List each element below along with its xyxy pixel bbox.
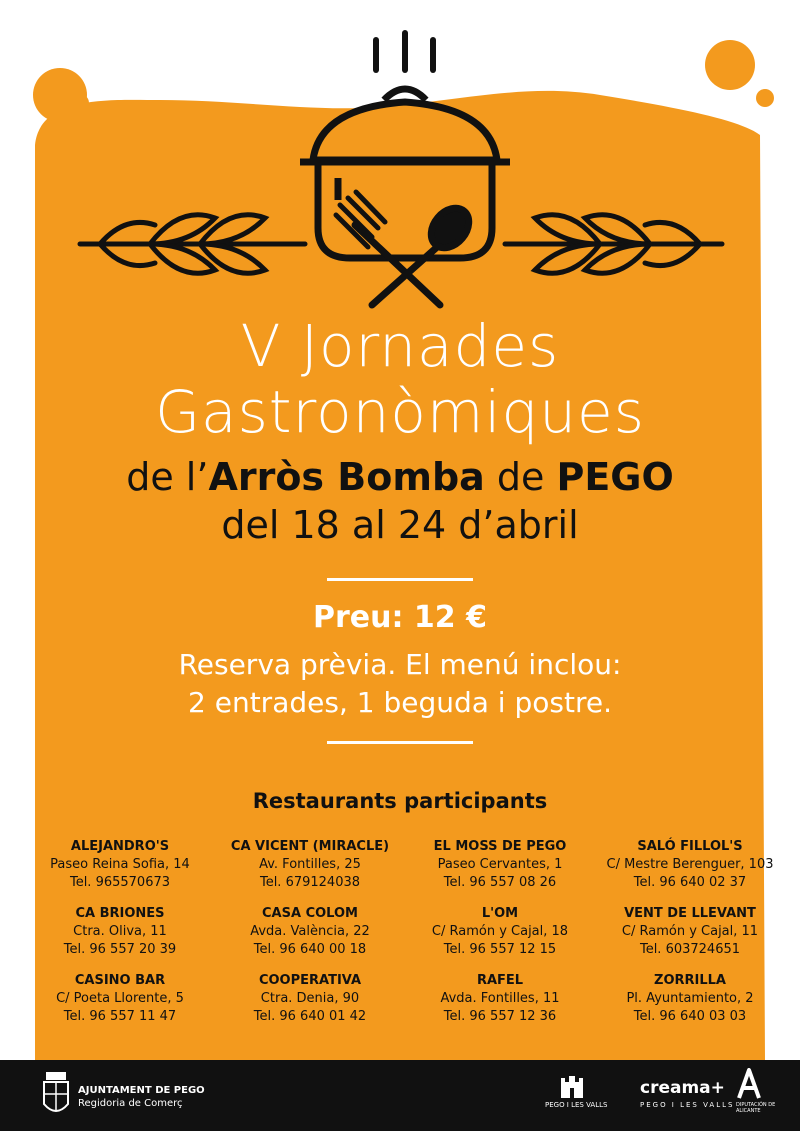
restaurant-name: ALEJANDRO'S [70,839,170,854]
creama-sub-text: PEGO I LES VALLS [640,1101,735,1109]
subtitle-town: PEGO [556,455,674,499]
restaurant-phone: Tel. 96 640 01 42 [253,1009,367,1024]
restaurant-card [215,905,405,959]
event-dates: del 18 al 24 d’abril [221,503,579,547]
diputacion-text: DIPUTACIÓN DE ALICANTE [736,1102,776,1114]
subtitle-pre: de l’ [126,455,209,499]
restaurant-name: SALÓ FILLOL'S [637,839,743,854]
restaurant-phone: Tel. 96 557 12 15 [443,942,557,957]
restaurant-card [215,838,405,892]
restaurant-address: Avda. Fontilles, 11 [440,991,560,1006]
restaurant-phone: Tel. 603724651 [639,942,741,957]
castle-logo-icon [555,1066,589,1100]
restaurant-name: RAFEL [476,973,524,988]
divider-bottom [327,741,473,744]
restaurant-phone: Tel. 96 640 00 18 [253,942,367,957]
restaurant-card [405,972,595,1026]
restaurant-name: CASINO BAR [74,973,166,988]
restaurant-card [595,972,785,1026]
restaurant-address: Pl. Ayuntamiento, 2 [626,991,754,1006]
restaurant-address: C/ Poeta Llorente, 5 [56,991,184,1006]
steam-icon [376,33,433,70]
restaurant-address: Avda. València, 22 [250,924,370,939]
restaurant-phone: Tel. 965570673 [69,875,171,890]
restaurant-phone: Tel. 96 557 11 47 [63,1009,177,1024]
restaurant-card [25,905,215,959]
restaurant-name: EL MOSS DE PEGO [433,839,567,854]
subtitle-rice: Arròs Bomba [208,455,485,499]
restaurant-phone: Tel. 96 640 02 37 [633,875,747,890]
org-name: AJUNTAMENT DE PEGO [78,1085,205,1096]
restaurant-name: VENT DE LLEVANT [624,906,756,921]
title-line-1: V Jornades [240,312,560,380]
restaurant-address: C/ Mestre Berenguer, 103 [606,857,774,872]
restaurant-address: Ctra. Oliva, 11 [73,924,167,939]
restaurant-phone: Tel. 96 557 08 26 [443,875,557,890]
footer-organization [78,1084,205,1110]
menu-info-line-1: Reserva prèvia. El menú inclou: [178,648,622,681]
creama-logo-icon: creama+ [640,1078,725,1098]
restaurant-card [595,905,785,959]
restaurant-name: CA VICENT (MIRACLE) [230,839,390,854]
divider-top [327,578,473,581]
restaurant-card [25,838,215,892]
restaurant-address: C/ Ramón y Cajal, 18 [431,924,569,939]
deco-circle-small-right [756,89,774,107]
deco-circle-small-left [71,94,89,112]
restaurant-phone: Tel. 679124038 [259,875,361,890]
restaurant-address: Av. Fontilles, 25 [259,857,361,872]
restaurant-name: ZORRILLA [654,973,726,988]
restaurant-address: C/ Ramón y Cajal, 11 [621,924,759,939]
restaurant-card [595,838,785,892]
subtitle-mid: de [484,455,557,499]
title-line-2: Gastronòmiques [155,378,645,446]
subtitle [0,455,800,499]
org-dept: Regidoria de Comerç [78,1098,183,1109]
restaurant-card [405,905,595,959]
diputacion-logo-icon [736,1068,762,1100]
restaurant-phone: Tel. 96 557 12 36 [443,1009,557,1024]
restaurant-address: Paseo Cervantes, 1 [437,857,563,872]
pego-logo-text: PEGO I LES VALLS [545,1101,608,1109]
menu-info-line-2: 2 entrades, 1 beguda i postre. [188,686,612,719]
restaurant-name: CASA COLOM [262,906,358,921]
restaurant-card [405,838,595,892]
restaurant-phone: Tel. 96 557 20 39 [63,942,177,957]
restaurant-phone: Tel. 96 640 03 03 [633,1009,747,1024]
restaurant-name: L'OM [481,906,519,921]
restaurant-card [25,972,215,1026]
price: Preu: 12 € [313,600,487,635]
restaurant-card [215,972,405,1026]
coat-of-arms-icon [42,1072,70,1118]
restaurant-address: Paseo Reina Sofia, 14 [50,857,190,872]
restaurant-name: COOPERATIVA [258,973,362,988]
restaurants-grid [25,838,785,1026]
deco-circle-large-right [705,40,755,90]
restaurant-name: CA BRIONES [75,906,165,921]
restaurants-heading: Restaurants participants [252,789,548,813]
restaurant-address: Ctra. Denia, 90 [260,991,360,1006]
